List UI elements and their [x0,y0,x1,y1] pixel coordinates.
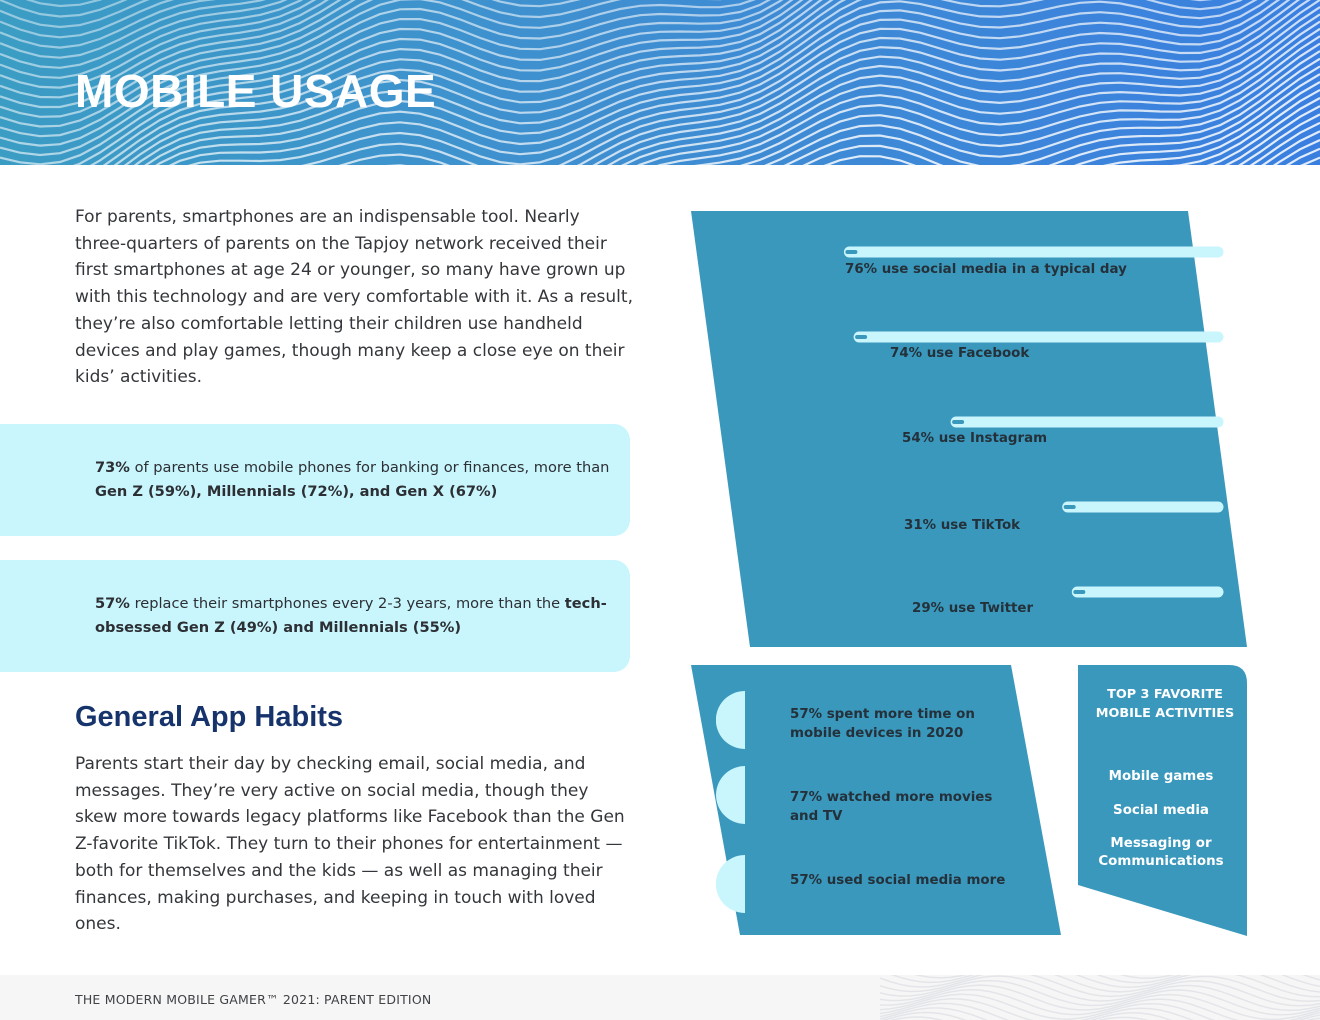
bar-label-facebook: 74% use Facebook [890,346,1030,361]
stat-bold-tail: tech-obsessed Gen Z (49%) and Millennials (55%) [95,595,607,636]
bar-label-twitter: 29% use Twitter [912,601,1034,616]
stat-body: of parents use mobile phones for banking or finances, more than [129,459,610,476]
top3-item-games: Mobile games [1108,769,1214,784]
stat-bold-tail: Gen Z (59%), Millennials (72%), and Gen X (67%) [95,482,498,500]
top3-item-social: Social media [1113,803,1209,818]
activity-label-more-time: 57% spent more time on mobile devices in 2020 [790,707,975,741]
bar-label-instagram: 54% use Instagram [902,431,1048,446]
section-heading: General App Habits [75,701,344,733]
top3-title: TOP 3 FAVORITE MOBILE ACTIVITIES [1095,687,1235,721]
intro-paragraph: For parents, smartphones are an indispensable tool. Nearly three-quarters of parents on the Tapjoy network received their first smartphones at age 24 or younger, so many have grown up with this technology and are very comfortable with it. As a result, they’re also comfortable letting their children use handheld devices and play games, though many keep a close eye on their kids’ activities. [75,207,633,388]
stat-body: replace their smartphones every 2-3 years, more than the [129,595,565,612]
top3-item-messaging: Messaging or Communications [1098,836,1224,869]
activity-label-movies: 77% watched more movies and TV [790,790,993,824]
footer-publication-title: THE MODERN MOBILE GAMER™ 2021: PARENT EDITION [75,992,432,1007]
stat-highlight: 57% [95,595,130,612]
stat-highlight: 73% [95,459,130,476]
bar-label-tiktok: 31% use TikTok [904,518,1021,533]
page-title: MOBILE USAGE [75,65,437,117]
activity-label-social: 57% used social media more [790,873,1006,888]
bar-label-social-media: 76% use social media in a typical day [845,262,1127,277]
footer [0,975,1320,1020]
section-body: Parents start their day by checking email, social media, and messages. They’re very active on social media, though they skew more towards legacy platforms like Facebook than the Gen Z-favorite TikTok. They turn to their phones for entertainment — both for themselves and the kids — as well as managing their finances, making purchases, and keeping in touch with loved ones. [75,754,625,935]
